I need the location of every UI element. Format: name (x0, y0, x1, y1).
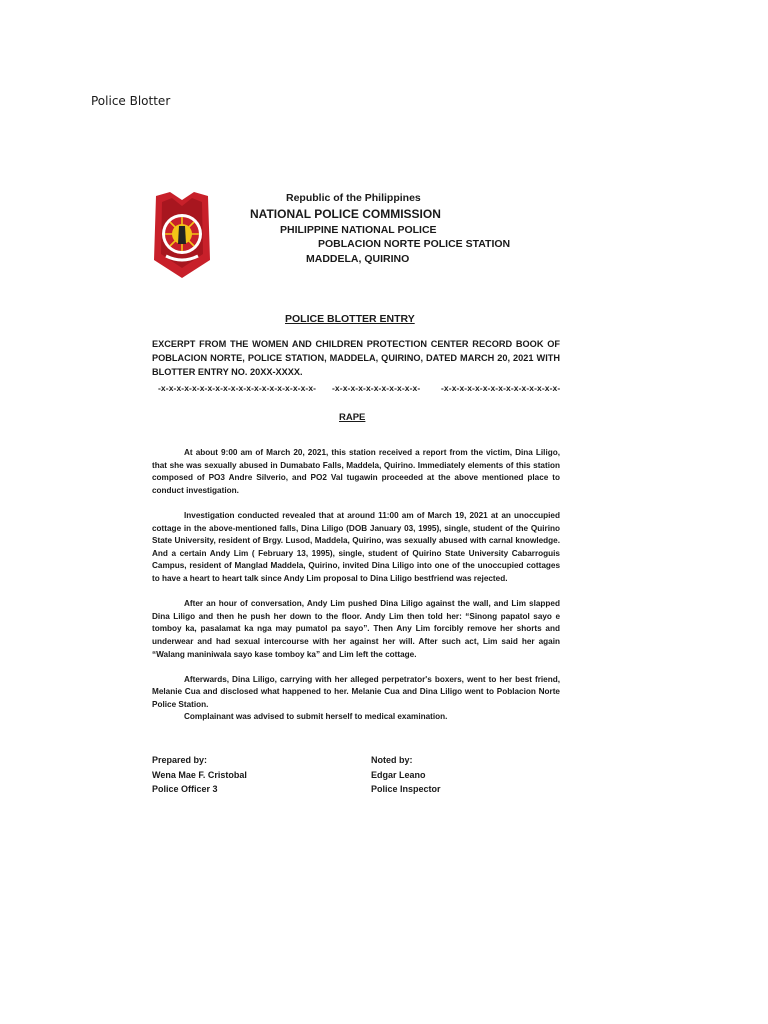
narrative-paragraph: Investigation conducted revealed that at around 11:00 am of March 19, 2021 at an unoccupied cottage in the above-mentioned falls, Dina Liligo (DOB January 03, 1995), single, student of the Quirino State University, resident of Brgy. Lusod, Maddela, Quirino, was sexually abused with carnal knowledge. And a certain Andy Lim ( February 13, 1995), single, student of Quirino State University Cabarroguis Campus, resident of Manglad Maddela, Quirino, invited Dina Liligo into one of the unoccupied cottages to have a heart to heart talk since Andy Lim proposal to Dina Liligo bestfriend was rejected. (152, 510, 560, 583)
prepared-by-block (152, 753, 247, 797)
separator: -x-x-x-x-x-x-x-x-x-x-x- (332, 383, 421, 393)
narrative-paragraph: Complainant was advised to submit herself to medical examination. (184, 712, 448, 722)
header-pnp: PHILIPPINE NATIONAL POLICE (280, 224, 437, 236)
separator: -x-x-x-x-x-x-x-x-x-x-x-x-x-x-x- (441, 383, 561, 393)
narrative-paragraph: After an hour of conversation, Andy Lim pushed Dina Liligo against the wall, and Lim slapped Dina Liligo and then he push her down to the floor. Andy Lim then told her: “Sinong papatol sayo e tomboy ka, pasalamat ka nga may pumatol pa sayo”. Then Any Lim forcibly remove her shorts and underwear and had sexual intercourse with her against her will. After such act, Lim said her again “Walang maniniwala sayo kase tomboy ka” and Lim left the cottage. (152, 599, 560, 659)
crime-heading: RAPE (339, 412, 366, 423)
prepared-label: Prepared by: (152, 755, 208, 765)
header-location: MADDELA, QUIRINO (306, 253, 410, 265)
letterhead (152, 190, 560, 290)
noted-by-block (371, 753, 441, 797)
noted-name: Edgar Leano (371, 769, 426, 780)
narrative-paragraph: Afterwards, Dina Liligo, carrying with her alleged perpetrator's boxers, went to her best friend, Melanie Cua and disclosed what happened to her. Melanie Cua and Dina Liligo went to Poblacion Norte Police Station. (152, 674, 560, 709)
header-republic: Republic of the Philippines (286, 192, 421, 204)
header-napolcom: NATIONAL POLICE COMMISSION (250, 207, 441, 221)
noted-title: Police Inspector (371, 784, 441, 794)
pnp-seal-icon (152, 190, 212, 280)
blotter-document (152, 190, 561, 794)
excerpt-paragraph: EXCERPT FROM THE WOMEN AND CHILDREN PROTECTION CENTER RECORD BOOK OF POBLACION NORTE, POLICE STATION, MADDELA, QUIRINO, DATED MARCH 20, 2021 WITH BLOTTER ENTRY NO. 20XX-XXXX. (152, 339, 560, 377)
separator: -x-x-x-x-x-x-x-x-x-x-x-x-x-x-x-x-x-x-x-x- (158, 383, 317, 393)
entry-title: POLICE BLOTTER ENTRY (285, 313, 415, 325)
prepared-name: Wena Mae F. Cristobal (152, 769, 247, 780)
noted-label: Noted by: (371, 755, 413, 765)
narrative (152, 447, 560, 737)
header-station: POBLACION NORTE POLICE STATION (318, 238, 511, 250)
prepared-title: Police Officer 3 (152, 784, 218, 794)
page-heading: Police Blotter (91, 94, 171, 108)
narrative-paragraph: At about 9:00 am of March 20, 2021, this station received a report from the victim, Dina Liligo, that she was sexually abused in Dumabato Falls, Maddela, Quirino. Immediately elements of this station composed of PO3 Andre Silverio, and PO2 Val tugawin proceeded at the above mentioned place to conduct investigation. (152, 448, 560, 495)
